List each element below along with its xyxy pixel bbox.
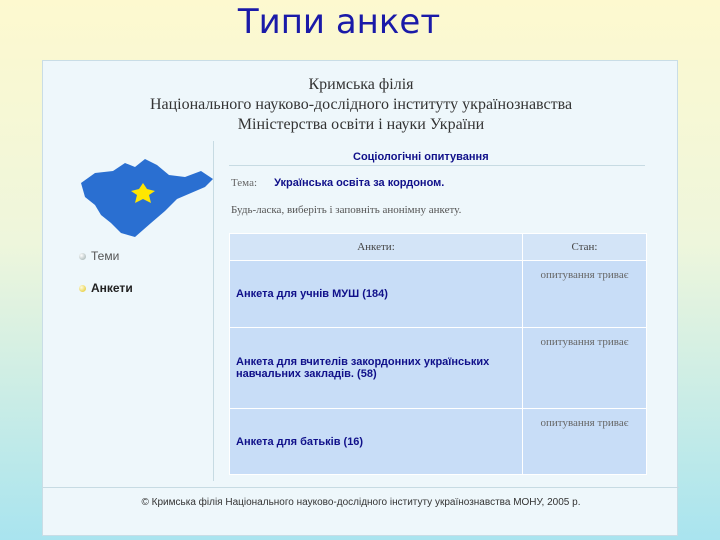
surveys-table [229,233,647,475]
survey-link-teachers[interactable] [230,328,523,409]
response-count: (16) [343,435,364,448]
header-line-3: Міністерства освіти і науки України [237,116,485,133]
response-count: (58) [357,368,377,380]
topic-value: Українська освіта за кордоном. [274,177,445,189]
nav-item-label: Анкети [91,281,133,295]
bullet-icon [79,253,86,260]
nav-item-surveys[interactable] [79,277,133,299]
survey-link-parents[interactable] [230,409,523,475]
survey-name: Анкета для батьків [236,435,341,448]
nav-item-topics[interactable] [79,245,133,267]
institute-header [43,75,679,135]
survey-name: Анкета для вчителів закордонних українських навчальних закладів. [236,356,490,380]
crimea-map-icon [73,153,215,245]
copyright-footer: © Кримська філія Національного науково-дослідного інституту українознавства МОНУ, 2005 р. [141,497,581,508]
sidebar-nav [79,245,133,309]
column-header-surveys: Анкети: [230,234,523,261]
header-line-1: Кримська філія [308,76,414,93]
survey-name: Анкета для учнів МУШ [236,288,360,300]
browser-screenshot [42,60,678,536]
table-row [230,328,647,409]
instruction-text: Будь-ласка, виберіть і заповніть анонімну анкету. [231,204,462,216]
survey-status: опитування триває [523,328,647,409]
section-title: Соціологічні опитування [353,151,489,163]
survey-link-students[interactable] [230,261,523,328]
table-row [230,261,647,328]
header-line-2: Національного науково-дослідного інституту українознавства [149,96,573,113]
topic-label: Тема: [231,177,258,189]
response-count: (184) [362,288,388,300]
table-header-row [230,234,647,261]
nav-item-label: Теми [91,249,120,263]
survey-status: опитування триває [523,261,647,328]
table-row [230,409,647,475]
topic [231,177,444,189]
slide-title: Типи анкет [237,2,441,42]
survey-status: опитування триває [523,409,647,475]
divider [213,141,214,481]
bullet-icon [79,285,86,292]
column-header-status: Стан: [523,234,647,261]
divider [43,487,679,488]
divider [229,165,645,166]
